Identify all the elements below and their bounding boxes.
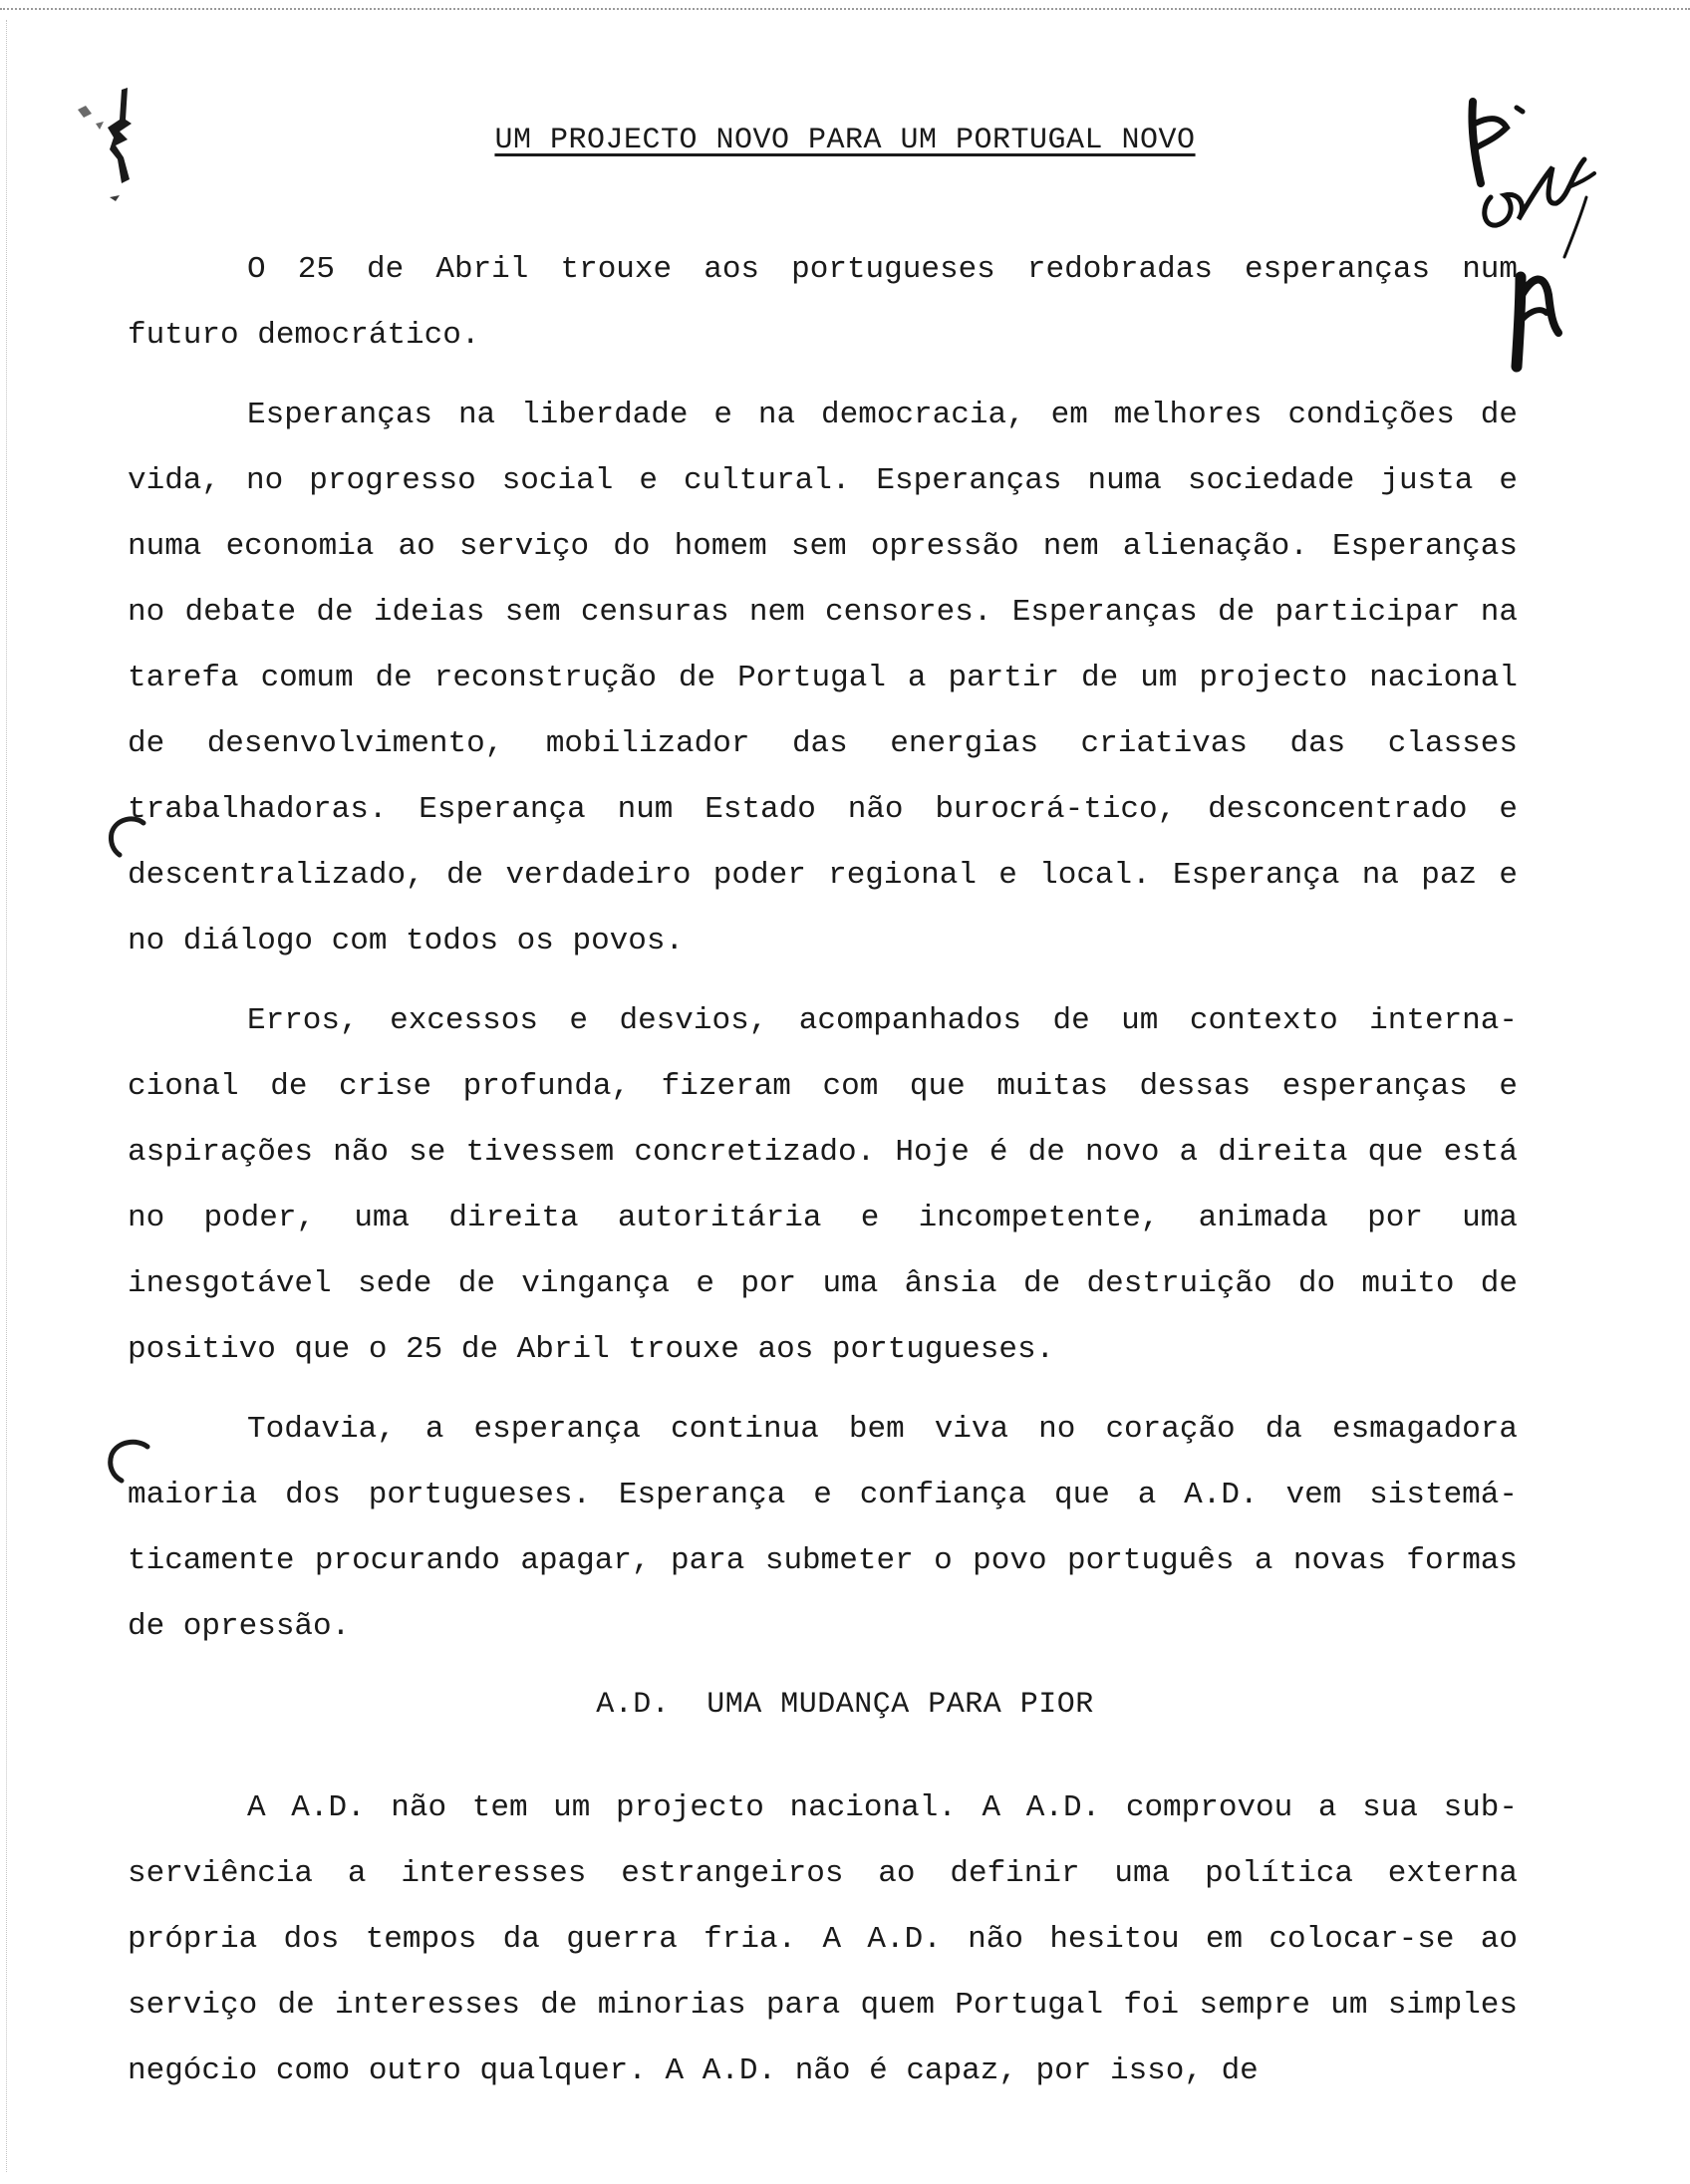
paragraph: Esperanças na liberdade e na democracia, em melhores condições de vida, no progresso social e cultural. Esperanças numa sociedade justa e numa economia ao serviço do homem sem opressão nem alienação. Esperanças no debate de ideias sem censuras nem censores. Esperanças de participar na tarefa comum de reconstrução de Portugal a partir de um projecto nacional de desenvolvimento, mobilizador das energias criativas das classes trabalhadoras. Esperança num Estado não burocrá-tico, desconcentrado e descentralizado, de verdadeiro poder regional e local. Esperança na paz e no diálogo com todos os povos. (128, 398, 1518, 958)
document-title-text: UM PROJECTO NOVO PARA UM PORTUGAL NOVO (494, 124, 1196, 157)
scan-edge-top (0, 8, 1690, 10)
section-heading (0, 1688, 1690, 1722)
document-title (0, 124, 1690, 157)
section-heading-text: A.D. UMA MUDANÇA PARA PIOR (596, 1688, 1094, 1722)
paragraph: A A.D. não tem um projecto nacional. A A.D. comprovou a sua sub-serviência a interesses estrangeiros ao definir uma política externa própria dos tempos da guerra fria. A A.D. não hesitou em colocar-se ao serviço de interesses de minorias para quem Portugal foi sempre um simples negócio como outro qualquer. A A.D. não é capaz, por isso, de (128, 1790, 1518, 2088)
paragraph: Erros, excessos e desvios, acompanhados de um contexto interna-cional de crise profunda, fizeram com que muitas dessas esperanças e aspirações não se tivessem concretizado. Hoje é de novo a direita que está no poder, uma direita autoritária e incompetente, animada por uma inesgotável sede de vingança e por uma ânsia de destruição do muito de positivo que o 25 de Abril trouxe aos portugueses. (128, 1003, 1518, 1367)
scan-edge-left (6, 20, 7, 2172)
section-body-text (128, 1775, 1518, 2104)
paragraph: O 25 de Abril trouxe aos portugueses redobradas esperanças num futuro democrático. (128, 252, 1518, 353)
body-text (128, 237, 1518, 1660)
paragraph: Todavia, a esperança continua bem viva no coração da esmagadora maioria dos portugueses. Esperança e confiança que a A.D. vem sistemá-ticamente procurando apagar, para submeter o povo português a novas formas de opressão. (128, 1412, 1518, 1644)
